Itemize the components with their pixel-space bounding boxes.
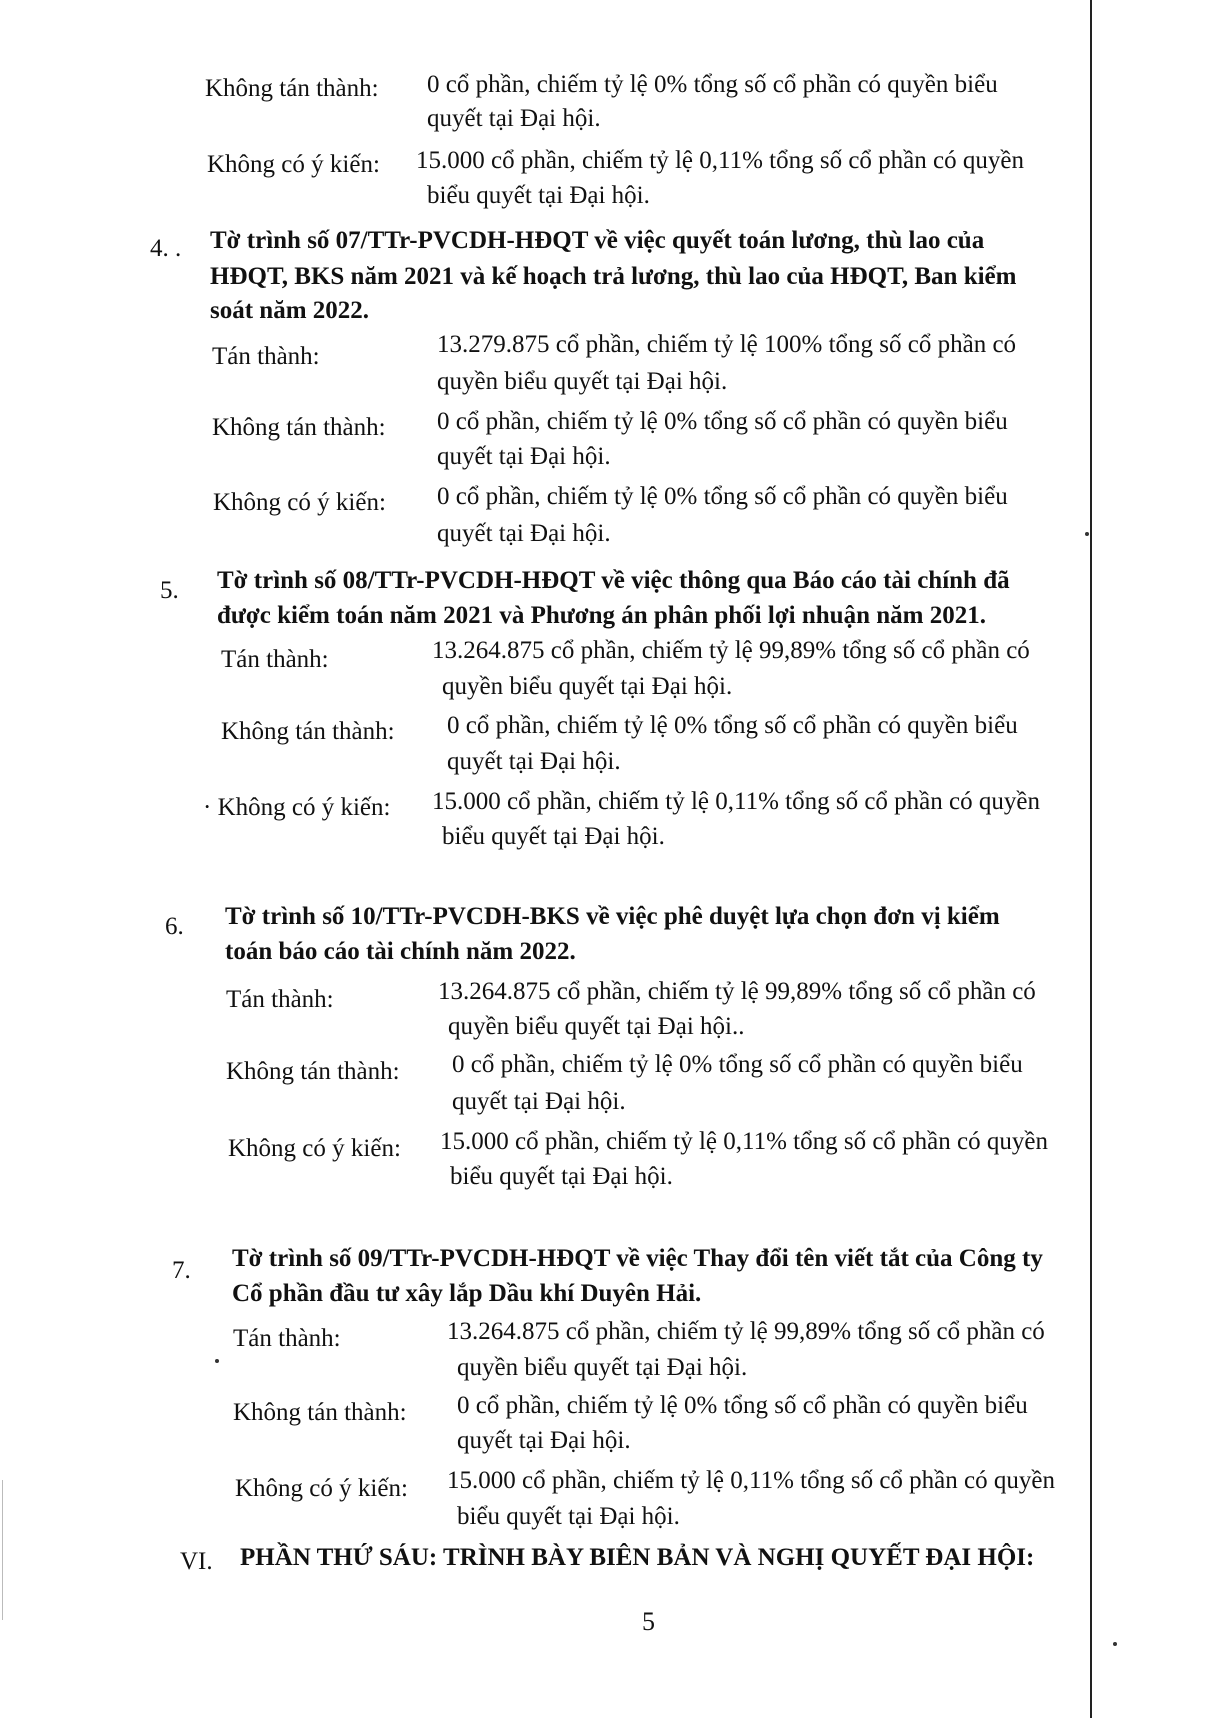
section-title: PHẦN THỨ SÁU: TRÌNH BÀY BIÊN BẢN VÀ NGHỊ QUYẾT ĐẠI HỘI: <box>240 1544 1035 1571</box>
scan-speck <box>215 1359 219 1363</box>
vote-text: 0 cổ phần, chiếm tỷ lệ 0% tổng số cổ phần có quyền biểu <box>437 483 1008 510</box>
vote-text: biểu quyết tại Đại hội. <box>457 1503 680 1530</box>
vote-text: 0 cổ phần, chiếm tỷ lệ 0% tổng số cổ phần có quyền biểu <box>437 408 1008 435</box>
item-number: 4. . <box>150 235 182 262</box>
vote-text: 0 cổ phần, chiếm tỷ lệ 0% tổng số cổ phần có quyền biểu <box>447 712 1018 739</box>
vote-label: Không có ý kiến: <box>228 1135 401 1162</box>
scan-margin-line <box>1090 0 1092 1718</box>
vote-text: 13.264.875 cổ phần, chiếm tỷ lệ 99,89% tổng số cổ phần có <box>438 978 1036 1005</box>
item-title-line: soát năm 2022. <box>210 297 370 324</box>
item-title-line: Tờ trình số 08/TTr-PVCDH-HĐQT về việc thông qua Báo cáo tài chính đã <box>217 567 1010 594</box>
scan-speck <box>1113 1642 1117 1646</box>
section-number: VI. <box>180 1548 213 1575</box>
page-number: 5 <box>642 1607 655 1636</box>
vote-text: 15.000 cổ phần, chiếm tỷ lệ 0,11% tổng số cổ phần có quyền <box>440 1128 1048 1155</box>
vote-text: quyết tại Đại hội. <box>457 1427 631 1454</box>
item-title-line: HĐQT, BKS năm 2021 và kế hoạch trả lương, thù lao của HĐQT, Ban kiểm <box>210 263 1017 290</box>
item-title-line: toán báo cáo tài chính năm 2022. <box>225 938 576 965</box>
scan-edge-mark <box>2 1480 3 1620</box>
vote-text: 13.279.875 cổ phần, chiếm tỷ lệ 100% tổng số cổ phần có <box>437 331 1017 358</box>
vote-text: 0 cổ phần, chiếm tỷ lệ 0% tổng số cổ phần có quyền biểu <box>457 1392 1028 1419</box>
vote-text: quyết tại Đại hội. <box>437 520 611 547</box>
item-title-line: được kiểm toán năm 2021 và Phương án phân phối lợi nhuận năm 2021. <box>217 602 986 629</box>
vote-label: Không có ý kiến: <box>235 1475 408 1502</box>
vote-text: 13.264.875 cổ phần, chiếm tỷ lệ 99,89% tổng số cổ phần có <box>447 1318 1045 1345</box>
vote-label: Tán thành: <box>212 343 320 370</box>
vote-text: quyền biểu quyết tại Đại hội. <box>437 368 728 395</box>
item-title-line: Tờ trình số 07/TTr-PVCDH-HĐQT về việc quyết toán lương, thù lao của <box>210 227 985 254</box>
vote-text: 15.000 cổ phần, chiếm tỷ lệ 0,11% tổng số cổ phần có quyền <box>447 1467 1055 1494</box>
vote-text-against-line1: 0 cổ phần, chiếm tỷ lệ 0% tổng số cổ phần có quyền biểu <box>427 71 998 98</box>
vote-text: 0 cổ phần, chiếm tỷ lệ 0% tổng số cổ phần có quyền biểu <box>452 1051 1023 1078</box>
vote-text: biểu quyết tại Đại hội. <box>450 1163 673 1190</box>
vote-label: Tán thành: <box>221 646 329 673</box>
item-number: 7. <box>172 1257 191 1284</box>
vote-text-no-opinion-line1: 15.000 cổ phần, chiếm tỷ lệ 0,11% tổng số cổ phần có quyền <box>416 147 1024 174</box>
vote-text-against-line2: quyết tại Đại hội. <box>427 105 601 132</box>
scan-speck <box>1085 532 1089 536</box>
vote-text: 15.000 cổ phần, chiếm tỷ lệ 0,11% tổng số cổ phần có quyền <box>432 788 1040 815</box>
vote-label: Không có ý kiến: <box>213 489 386 516</box>
vote-text: biểu quyết tại Đại hội. <box>442 823 665 850</box>
vote-text-no-opinion-line2: biểu quyết tại Đại hội. <box>427 182 650 209</box>
vote-label: Không tán thành: <box>212 414 386 441</box>
vote-label: Tán thành: <box>233 1325 341 1352</box>
vote-text: quyền biểu quyết tại Đại hội.. <box>448 1013 745 1040</box>
vote-text: quyền biểu quyết tại Đại hội. <box>442 673 733 700</box>
vote-label: Tán thành: <box>226 986 334 1013</box>
item-title-line: Cổ phần đầu tư xây lắp Dầu khí Duyên Hải. <box>232 1280 702 1307</box>
vote-label-no-opinion: Không có ý kiến: <box>207 151 380 178</box>
item-number: 5. <box>160 577 179 604</box>
vote-label: Không tán thành: <box>226 1058 400 1085</box>
vote-text: 13.264.875 cổ phần, chiếm tỷ lệ 99,89% tổng số cổ phần có <box>432 637 1030 664</box>
item-number: 6. <box>165 913 184 940</box>
vote-label: Không tán thành: <box>233 1399 407 1426</box>
item-title-line: Tờ trình số 09/TTr-PVCDH-HĐQT về việc Thay đổi tên viết tắt của Công ty <box>232 1245 1043 1272</box>
vote-label: · Không có ý kiến: <box>203 794 391 821</box>
item-title-line: Tờ trình số 10/TTr-PVCDH-BKS về việc phê duyệt lựa chọn đơn vị kiểm <box>225 903 1000 930</box>
vote-label: Không tán thành: <box>221 718 395 745</box>
vote-text: quyết tại Đại hội. <box>437 443 611 470</box>
vote-label-against: Không tán thành: <box>205 75 379 102</box>
vote-text: quyết tại Đại hội. <box>452 1088 626 1115</box>
vote-text: quyền biểu quyết tại Đại hội. <box>457 1354 748 1381</box>
vote-text: quyết tại Đại hội. <box>447 748 621 775</box>
